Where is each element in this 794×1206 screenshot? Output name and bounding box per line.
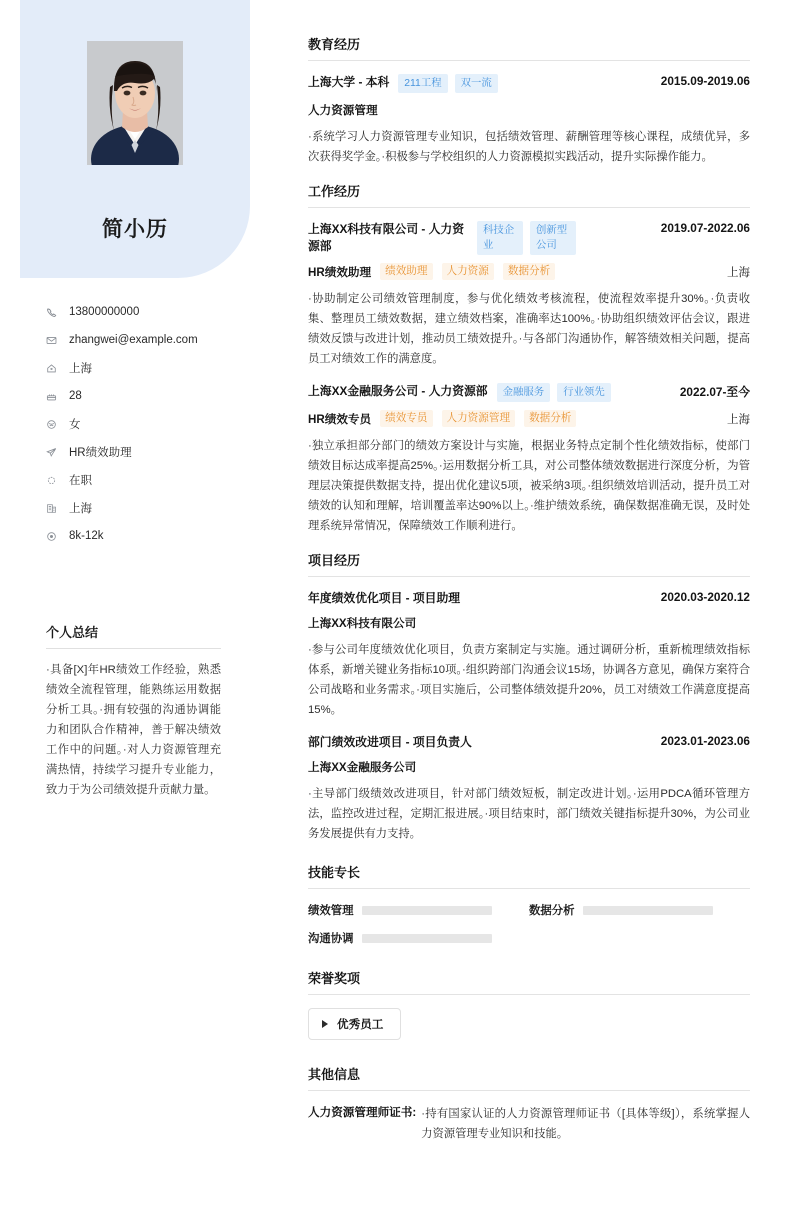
- building-icon: [46, 503, 64, 514]
- skill-progress-bar: [583, 906, 713, 915]
- work-role-row: [308, 410, 750, 427]
- home-icon: [46, 363, 64, 374]
- skill-tag: 绩效助理: [380, 263, 432, 280]
- company-name: 上海XX金融服务公司 - 人力资源部: [308, 384, 488, 398]
- entry-header: [308, 74, 750, 93]
- role-group: [308, 263, 555, 280]
- work-location: 上海: [727, 266, 750, 279]
- company-tags: [497, 383, 611, 402]
- entry-title-group: [308, 74, 498, 93]
- contact-value: 28: [69, 390, 82, 402]
- entry-header: [308, 383, 750, 402]
- skill-name: 数据分析: [529, 905, 575, 917]
- honors-heading: 荣誉奖项: [308, 968, 750, 995]
- contact-value: 在职: [69, 475, 92, 487]
- contact-value: zhangwei@example.com: [69, 334, 198, 346]
- honor-item-expandable[interactable]: [308, 1008, 401, 1040]
- work-heading: 工作经历: [308, 181, 750, 208]
- skill-name: 绩效管理: [308, 905, 354, 917]
- company-name: 上海XX科技有限公司 - 人力资源部: [308, 222, 464, 253]
- other-info-row: [308, 1104, 750, 1144]
- education-description: ·系统学习人力资源管理专业知识，包括绩效管理、薪酬管理等核心课程，成绩优异，多次获得奖学金。·积极参与学校组织的人力资源模拟实践活动，提升实际操作能力。: [308, 131, 750, 163]
- personal-summary-section: [46, 622, 221, 800]
- job-role: HR绩效助理: [308, 265, 372, 279]
- projects-heading: 项目经历: [308, 550, 750, 577]
- education-section: [308, 34, 750, 167]
- work-entry: [308, 383, 750, 536]
- entry-header: [308, 734, 750, 751]
- skills-grid: [308, 902, 750, 946]
- project-description: ·参与公司年度绩效优化项目，负责方案制定与实施。通过调研分析，重新梳理绩效指标体系，新增关键业务指标10项。·组织跨部门沟通会议15场，协调各方意见，确保方案符合公司战略和业务需求。·项目实施后，公司整体绩效提升20%，员工对绩效工作满意度提高15%。: [308, 644, 750, 716]
- project-org: 上海XX金融服务公司: [308, 761, 417, 774]
- project-name: 年度绩效优化项目 - 项目助理: [308, 591, 461, 605]
- school-name: 上海大学 - 本科: [308, 75, 390, 89]
- entry-title-group: [308, 734, 472, 751]
- skill-name: 沟通协调: [308, 933, 354, 945]
- profile-panel: [20, 0, 250, 278]
- work-date: 2019.07-2022.06: [660, 221, 750, 235]
- skill-item: [529, 902, 750, 918]
- contact-value: HR绩效助理: [69, 447, 132, 459]
- skill-tag: 人力资源: [442, 263, 494, 280]
- skill-tag: 人力资源管理: [442, 410, 516, 427]
- skill-tag: 数据分析: [503, 263, 555, 280]
- contact-item-phone: [46, 298, 256, 326]
- contact-item-salary: [46, 522, 256, 550]
- education-major: 人力资源管理: [308, 104, 378, 117]
- skill-tag: 数据分析: [524, 410, 576, 427]
- skill-progress-bar: [362, 934, 492, 943]
- contact-item-age: [46, 382, 256, 410]
- work-entry: [308, 221, 750, 369]
- contact-item-gender: [46, 410, 256, 438]
- entry-header: [308, 590, 750, 607]
- target-icon: [46, 531, 64, 542]
- project-date: 2020.03-2020.12: [660, 590, 750, 604]
- summary-heading: 个人总结: [46, 622, 221, 649]
- other-info-label: 人力资源管理师证书:: [308, 1106, 417, 1119]
- envelope-icon: [46, 335, 64, 346]
- gender-icon: [46, 419, 64, 430]
- honors-section: [308, 968, 750, 1040]
- education-heading: 教育经历: [308, 34, 750, 61]
- project-name: 部门绩效改进项目 - 项目负责人: [308, 735, 472, 749]
- entry-title-group: [308, 590, 460, 607]
- contact-item-city: [46, 494, 256, 522]
- contact-item-status: [46, 466, 256, 494]
- company-tag: 金融服务: [497, 383, 551, 402]
- skill-progress-bar: [362, 906, 492, 915]
- contact-value: 13800000000: [69, 306, 140, 318]
- skill-item: [308, 902, 529, 918]
- work-role-row: [308, 263, 750, 280]
- skill-tag: 绩效专员: [380, 410, 432, 427]
- phone-icon: [46, 307, 64, 318]
- other-info-section: [308, 1064, 750, 1144]
- contact-value: 上海: [69, 503, 92, 515]
- company-tags: [477, 221, 576, 255]
- contact-list: [46, 298, 256, 550]
- contact-item-job-title: [46, 438, 256, 466]
- main-content: [290, 0, 794, 1206]
- status-circle-icon: [46, 475, 64, 486]
- project-entry: [308, 734, 750, 844]
- education-tag: 211工程: [398, 74, 447, 93]
- project-date: 2023.01-2023.06: [660, 734, 750, 748]
- honor-label: 优秀员工: [337, 1018, 384, 1031]
- job-role: HR绩效专员: [308, 412, 372, 426]
- skill-item: [308, 930, 529, 946]
- other-info-heading: 其他信息: [308, 1064, 750, 1091]
- skills-heading: 技能专长: [308, 862, 750, 889]
- work-description: ·协助制定公司绩效管理制度，参与优化绩效考核流程，使流程效率提升30%。·负责收集、整理员工绩效数据，建立绩效档案，准确率达100%。·协助组织绩效评估会议，跟进绩效反馈与改进计划，推动员工绩效提升。·与各部门沟通协作，解答绩效相关问题，提高员工对绩效工作的满意度。: [308, 293, 750, 365]
- other-info-text: ·持有国家认证的人力资源管理师证书（[具体等级]），系统掌握人力资源管理专业知识和技能。: [421, 1108, 750, 1140]
- person-name: 简小历: [102, 218, 168, 241]
- project-description: ·主导部门级绩效改进项目，针对部门绩效短板，制定改进计划。·运用PDCA循环管理方法，监控改进过程，定期汇报进展。·项目结束时，部门绩效关键指标提升30%，为公司业务发展提供有力支持。: [308, 788, 750, 840]
- projects-section: [308, 550, 750, 844]
- summary-text: ·具备[X]年HR绩效工作经验，熟悉绩效全流程管理，能熟练运用数据分析工具。·拥有较强的沟通协调能力和团队合作精神，善于解决绩效工作中的问题。·对人力资源管理充满热情，持续学习提升专业能力，致力于为公司绩效提升贡献力量。: [46, 664, 221, 796]
- entry-title-group: [308, 383, 611, 402]
- contact-item-location: [46, 354, 256, 382]
- work-section: [308, 181, 750, 536]
- education-tag: 双一流: [455, 74, 498, 93]
- project-org: 上海XX科技有限公司: [308, 617, 417, 630]
- contact-value: 女: [69, 419, 81, 431]
- education-date: 2015.09-2019.06: [660, 74, 750, 88]
- avatar: [87, 41, 183, 165]
- skills-section: [308, 862, 750, 946]
- work-description: ·独立承担部分部门的绩效方案设计与实施，根据业务特点定制个性化绩效指标，使部门绩效目标达成率提高25%。·运用数据分析工具，对公司整体绩效数据进行深度分析，为管理层决策提供数据支持，提出优化建议5项，被采纳3项。·组织绩效培训活动，提升员工对绩效的认知和理解，培训覆盖率达90%以上。·维护绩效系统，确保数据准确无误，及时处理系统异常情况，保障绩效工作顺利进行。: [308, 440, 750, 532]
- company-tag: 科技企业: [477, 221, 523, 255]
- company-tag: 创新型公司: [530, 221, 576, 255]
- company-tag: 行业领先: [557, 383, 611, 402]
- education-entry: [308, 74, 750, 167]
- entry-title-group: [308, 221, 576, 255]
- contact-value: 8k-12k: [69, 530, 104, 542]
- contact-value: 上海: [69, 363, 92, 375]
- contact-item-email: [46, 326, 256, 354]
- paper-plane-icon: [46, 447, 64, 458]
- left-sidebar: [0, 0, 290, 1206]
- education-tags: [398, 74, 498, 93]
- work-location: 上海: [727, 413, 750, 426]
- triangle-right-icon: [322, 1020, 328, 1028]
- work-date: 2022.07-至今: [679, 385, 750, 399]
- birthday-cake-icon: [46, 391, 64, 402]
- role-group: [308, 410, 576, 427]
- project-entry: [308, 590, 750, 720]
- entry-header: [308, 221, 750, 255]
